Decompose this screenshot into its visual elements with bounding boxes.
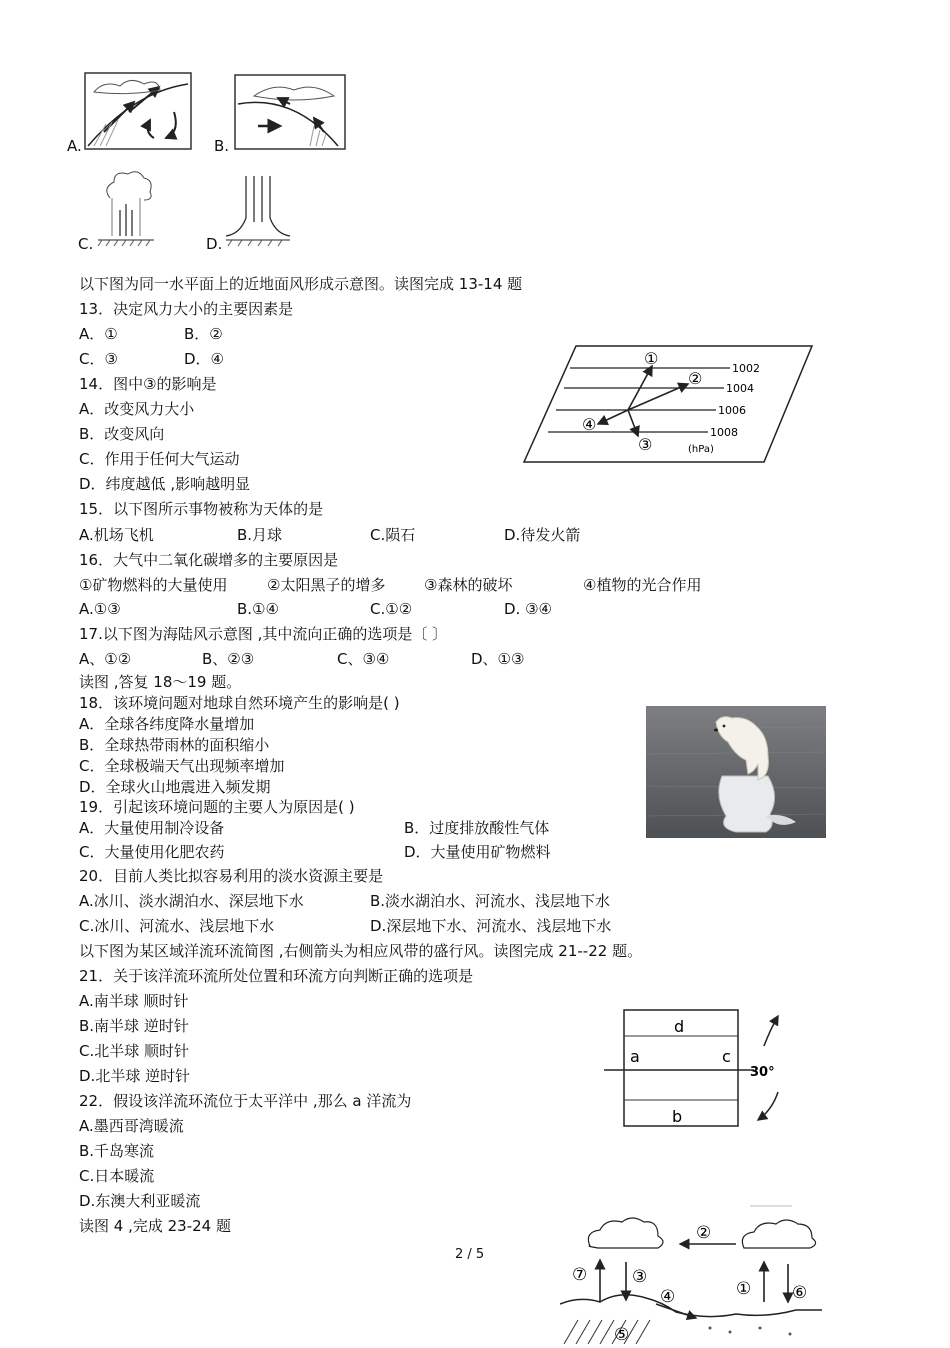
current-label-a: a xyxy=(630,1047,640,1066)
question-21: 21．关于该洋流环流所处位置和环流方向判断正确的选项是 xyxy=(79,967,474,985)
q16-option-a: A.①③ xyxy=(79,600,121,618)
latitude-label: 30° xyxy=(750,1065,775,1080)
front-diagram-a xyxy=(84,72,192,154)
fig-label-b: B. xyxy=(214,137,230,155)
ocean-current-diagram xyxy=(604,1000,788,1138)
q15-option-c: C.陨石 xyxy=(370,526,416,544)
intro-13-14: 以下图为同一水平面上的近地面风形成示意图。读图完成 13-14 题 xyxy=(79,275,523,293)
question-17: 17.以下图为海陆风示意图 ,其中流向正确的选项是〔 〕 xyxy=(79,625,448,643)
q18-option-c: C．全球极端天气出现频率增加 xyxy=(79,757,285,775)
q13-option-a: A．① xyxy=(79,325,118,343)
page-number: 2 / 5 xyxy=(455,1247,485,1262)
q17-option-c: C、③④ xyxy=(337,650,390,668)
q20-option-b: B.淡水湖泊水、河流水、浅层地下水 xyxy=(370,892,611,910)
isobar-1004: 1004 xyxy=(726,382,754,395)
q22-option-d: D.东澳大利亚暖流 xyxy=(79,1192,201,1210)
breeze-marker-4: ④ xyxy=(660,1287,676,1307)
current-label-d: d xyxy=(674,1017,685,1036)
breeze-marker-7: ⑦ xyxy=(572,1265,588,1285)
q21-option-a: A.南半球 顺时针 xyxy=(79,992,189,1010)
question-16: 16．大气中二氧化碳增多的主要原因是 xyxy=(79,551,339,569)
q16-option-c: C.①② xyxy=(370,600,413,618)
q14-option-a: A．改变风力大小 xyxy=(79,400,195,418)
wind-marker-3: ③ xyxy=(638,435,653,454)
isobar-1002: 1002 xyxy=(732,362,760,375)
wind-marker-4: ④ xyxy=(582,415,597,434)
q16-item-3: ③森林的破坏 xyxy=(424,576,513,594)
q18-option-b: B．全球热带雨林的面积缩小 xyxy=(79,736,270,754)
q13-option-b: B．② xyxy=(184,325,223,343)
q14-option-b: B．改变风向 xyxy=(79,425,165,443)
question-18: 18．该环境问题对地球自然环境产生的影响是( ) xyxy=(79,694,400,712)
q15-option-b: B.月球 xyxy=(237,526,283,544)
question-20: 20．目前人类比拟容易利用的淡水资源主要是 xyxy=(79,867,384,885)
breeze-marker-3: ③ xyxy=(632,1267,648,1287)
current-label-b: b xyxy=(672,1107,683,1126)
front-diagram-b xyxy=(234,74,346,154)
q17-option-d: D、①③ xyxy=(471,650,525,668)
q13-option-d: D．④ xyxy=(184,350,224,368)
q14-option-c: C．作用于任何大气运动 xyxy=(79,450,240,468)
current-label-c: c xyxy=(722,1047,731,1066)
q20-option-a: A.冰川、淡水湖泊水、深层地下水 xyxy=(79,892,304,910)
fig-label-d: D. xyxy=(206,235,223,253)
q22-option-c: C.日本暖流 xyxy=(79,1167,155,1185)
q16-option-b: B.①④ xyxy=(237,600,279,618)
wind-marker-1: ① xyxy=(644,349,659,368)
q16-item-4: ④植物的光合作用 xyxy=(583,576,702,594)
polar-bear-photo xyxy=(646,706,826,842)
q17-option-a: A、①② xyxy=(79,650,132,668)
q16-item-2: ②太阳黑子的增多 xyxy=(267,576,386,594)
intro-23-24: 读图 4 ,完成 23-24 题 xyxy=(79,1217,231,1235)
q20-option-d: D.深层地下水、河流水、浅层地下水 xyxy=(370,917,612,935)
question-15: 15．以下图所示事物被称为天体的是 xyxy=(79,500,324,518)
q19-option-a: A．大量使用制冷设备 xyxy=(79,819,225,837)
q14-option-d: D．纬度越低 ,影响越明显 xyxy=(79,475,251,493)
question-22: 22．假设该洋流环流位于太平洋中 ,那么 a 洋流为 xyxy=(79,1092,412,1110)
q20-option-c: C.冰川、河流水、浅层地下水 xyxy=(79,917,275,935)
isobar-1008: 1008 xyxy=(710,426,738,439)
isobar-1006: 1006 xyxy=(718,404,746,417)
question-14: 14．图中③的影响是 xyxy=(79,375,217,393)
q19-option-c: C．大量使用化肥农药 xyxy=(79,843,225,861)
q19-option-b: B．过度排放酸性气体 xyxy=(404,819,550,837)
breeze-marker-6: ⑥ xyxy=(792,1283,808,1303)
q18-option-d: D．全球火山地震进入频发期 xyxy=(79,778,271,796)
fig-label-a: A. xyxy=(67,137,82,155)
intro-18-19: 读图 ,答复 18～19 题。 xyxy=(79,673,242,691)
question-19: 19．引起该环境问题的主要人为原因是( ) xyxy=(79,798,355,816)
question-13: 13．决定风力大小的主要因素是 xyxy=(79,300,294,318)
q16-item-1: ①矿物燃料的大量使用 xyxy=(79,576,228,594)
q21-option-c: C.北半球 顺时针 xyxy=(79,1042,190,1060)
wind-marker-2: ② xyxy=(688,369,703,388)
q22-option-a: A.墨西哥湾暖流 xyxy=(79,1117,184,1135)
breeze-marker-2: ② xyxy=(696,1223,712,1243)
q18-option-a: A．全球各纬度降水量增加 xyxy=(79,715,255,733)
pressure-unit: (hPa) xyxy=(688,444,714,455)
q17-option-b: B、②③ xyxy=(202,650,255,668)
fig-label-c: C. xyxy=(78,235,94,253)
q15-option-d: D.待发火箭 xyxy=(504,526,581,544)
breeze-marker-5: ⑤ xyxy=(614,1325,630,1344)
q16-option-d: D. ③④ xyxy=(504,600,552,618)
sea-land-breeze-diagram xyxy=(560,1204,822,1348)
convection-diagram-c xyxy=(96,170,156,252)
q13-option-c: C．③ xyxy=(79,350,118,368)
q19-option-d: D．大量使用矿物燃料 xyxy=(404,843,551,861)
q21-option-b: B.南半球 逆时针 xyxy=(79,1017,189,1035)
q22-option-b: B.千岛寒流 xyxy=(79,1142,155,1160)
intro-21-22: 以下图为某区域洋流环流简图 ,右侧箭头为相应风带的盛行风。读图完成 21--22 题。 xyxy=(79,942,643,960)
breeze-marker-1: ① xyxy=(736,1279,752,1299)
q21-option-d: D.北半球 逆时针 xyxy=(79,1067,191,1085)
convection-diagram-d xyxy=(224,172,294,252)
q15-option-a: A.机场飞机 xyxy=(79,526,154,544)
isobar-wind-diagram xyxy=(518,336,816,470)
